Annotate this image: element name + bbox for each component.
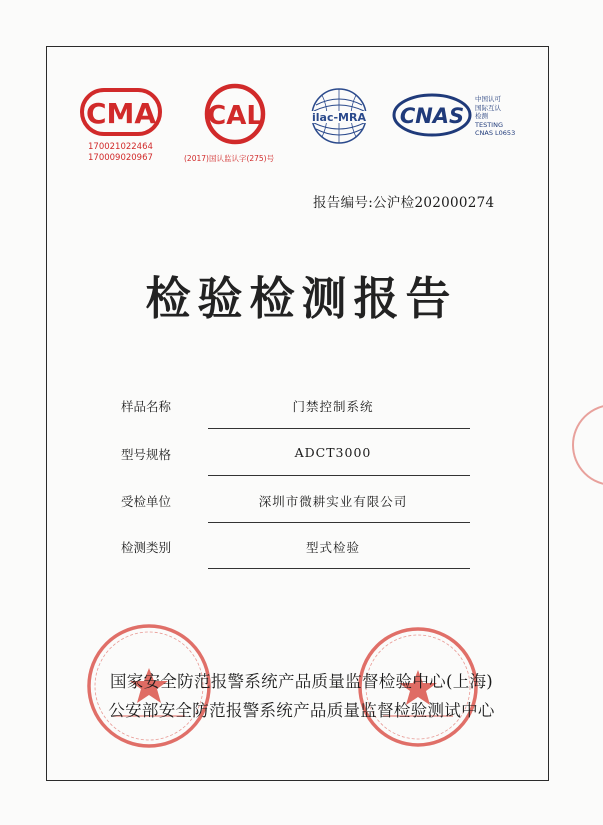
cnas-logo-icon bbox=[392, 93, 472, 137]
cma-code-list bbox=[88, 142, 153, 164]
field-underline bbox=[208, 428, 470, 429]
field-label-inspected-unit: 受检单位 bbox=[121, 494, 172, 509]
cma-logo-text: CMA bbox=[85, 97, 157, 130]
field-label-model: 型号规格 bbox=[121, 447, 172, 462]
cnas-line-2: 国际互认 bbox=[475, 103, 501, 112]
cma-logo-icon bbox=[80, 86, 162, 138]
field-value-test-type: 型式检验 bbox=[305, 540, 360, 555]
cnas-line-5: CNAS L0653 bbox=[475, 129, 516, 137]
ilac-mra-logo-icon bbox=[302, 85, 376, 147]
cma-code-1: 170021022464 bbox=[88, 142, 153, 152]
issuing-organization-2: 公安部安全防范报警系统产品质量监督检验测试中心 bbox=[108, 701, 495, 720]
cma-code-2: 170009020967 bbox=[88, 153, 153, 163]
report-number: 报告编号:公沪检202000274 bbox=[313, 195, 495, 211]
cnas-line-4: TESTING bbox=[475, 120, 503, 129]
field-value-inspected-unit: 深圳市微耕实业有限公司 bbox=[258, 494, 408, 509]
page-title: 检验检测报告 bbox=[145, 272, 458, 325]
issuing-organization-1: 国家安全防范报警系统产品质量监督检验中心(上海) bbox=[109, 672, 494, 691]
cnas-line-1: 中国认可 bbox=[475, 95, 501, 103]
field-underline bbox=[208, 522, 470, 523]
field-label-sample-name: 样品名称 bbox=[121, 399, 172, 414]
field-value-sample-name: 门禁控制系统 bbox=[292, 399, 374, 414]
field-label-test-type: 检测类别 bbox=[121, 540, 172, 555]
cnas-caption bbox=[475, 95, 515, 138]
edge-seal-icon bbox=[567, 400, 603, 494]
cal-caption: (2017)国认监认字(275)号 bbox=[184, 154, 275, 163]
cal-logo-text: CAL bbox=[207, 101, 263, 131]
field-underline bbox=[208, 475, 470, 476]
cnas-line-3: 检测 bbox=[475, 112, 488, 120]
ilac-mra-logo-text: ilac-MRA bbox=[312, 111, 366, 124]
cal-logo-icon bbox=[203, 82, 267, 146]
field-underline bbox=[208, 568, 470, 569]
cnas-logo-text: CNAS bbox=[399, 104, 465, 128]
field-value-model: ADCT3000 bbox=[294, 445, 372, 460]
